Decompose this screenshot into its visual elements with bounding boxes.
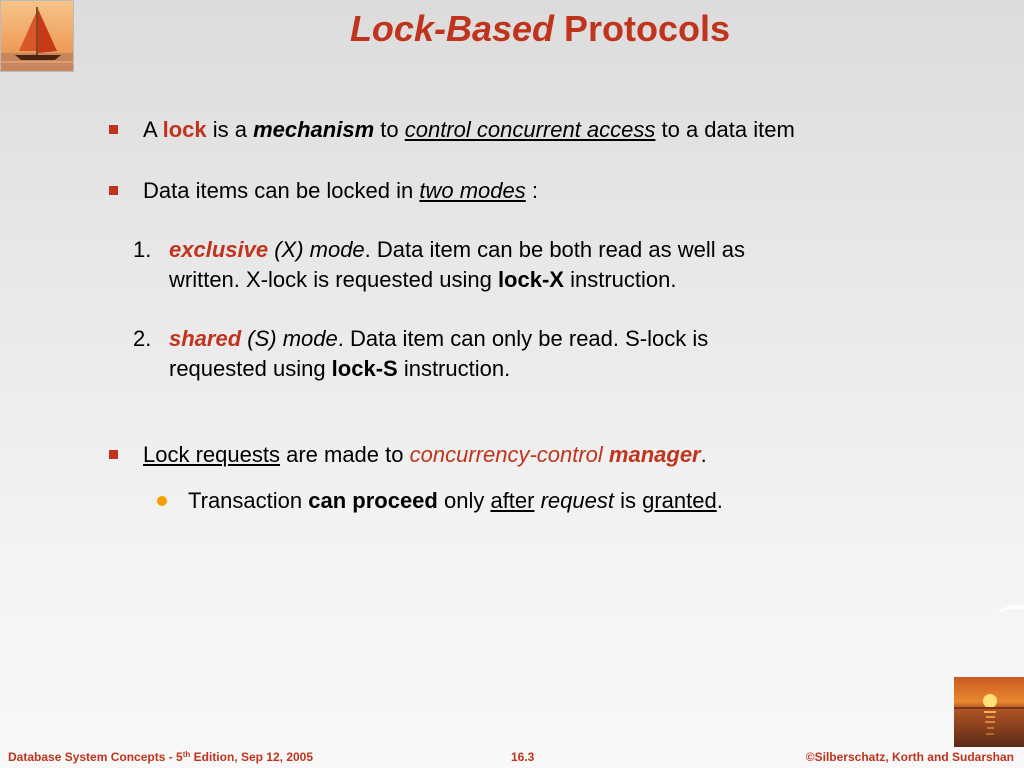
phrase-two-modes: two modes (419, 178, 526, 203)
item-exclusive-line1 (169, 235, 745, 265)
keyword-lock-x: lock-X (497, 267, 564, 292)
keyword-manager: manager (602, 442, 701, 467)
list-number-1: 1. (133, 237, 152, 262)
text: (X) mode (268, 237, 365, 262)
page-title (0, 8, 1024, 50)
bullet-two-modes (143, 176, 538, 206)
square-bullet-icon (109, 125, 118, 134)
text: . Data item can only be read. S-lock is (337, 326, 709, 351)
text: . Data item can be both read as well as (364, 237, 745, 262)
item-shared-line1 (169, 324, 708, 354)
phrase-lock-requests: Lock requests (143, 442, 280, 467)
keyword-shared: shared (169, 326, 242, 351)
text: are made to (279, 442, 410, 467)
text: . (700, 442, 707, 467)
text: written. X-lock is requested using (169, 267, 498, 292)
text: Edition, Sep 12, 2005 (190, 750, 314, 764)
list-number-2: 2. (133, 326, 152, 351)
text: to a data item (655, 117, 795, 142)
text: to (374, 117, 405, 142)
bullet-lock-definition (143, 115, 795, 145)
keyword-can-proceed: can proceed (308, 488, 438, 513)
word-granted: granted (642, 488, 717, 513)
keyword-mechanism: mechanism (253, 117, 375, 142)
word-request: request (540, 488, 614, 513)
square-bullet-icon (109, 186, 118, 195)
item-shared-line2 (169, 354, 510, 384)
keyword-lock-s: lock-S (331, 356, 398, 381)
item-exclusive-line2 (169, 265, 676, 295)
text: requested using (169, 356, 332, 381)
footer-copyright: ©Silberschatz, Korth and Sudarshan (805, 750, 1014, 764)
sunset-logo-icon (954, 677, 1024, 747)
text: : (525, 178, 538, 203)
text: is (614, 488, 643, 513)
phrase-control-concurrent-access: control concurrent access (404, 117, 656, 142)
sub-bullet-transaction (188, 486, 723, 516)
text: . (716, 488, 723, 513)
text: A (143, 117, 163, 142)
round-bullet-icon (157, 496, 167, 506)
footer-page-number: 16.3 (511, 750, 535, 764)
swoosh-decoration-icon (998, 600, 1024, 620)
text: th (182, 750, 191, 759)
phrase-concurrency-control: concurrency-control (409, 442, 603, 467)
text: Transaction (188, 488, 309, 513)
footer-book-title (8, 750, 313, 764)
keyword-lock: lock (162, 117, 207, 142)
text: is a (206, 117, 254, 142)
text: (S) mode (241, 326, 338, 351)
text: only (437, 488, 491, 513)
text: Database System Concepts - 5 (8, 750, 183, 764)
text: instruction. (563, 267, 677, 292)
keyword-exclusive: exclusive (169, 237, 269, 262)
square-bullet-icon (109, 450, 118, 459)
title-rest: Protocols (554, 8, 731, 49)
text: Data items can be locked in (143, 178, 420, 203)
text: instruction. (397, 356, 511, 381)
bullet-lock-requests (143, 440, 707, 470)
slide-footer (0, 748, 1024, 768)
word-after: after (490, 488, 535, 513)
title-italic: Lock-Based (349, 8, 555, 49)
